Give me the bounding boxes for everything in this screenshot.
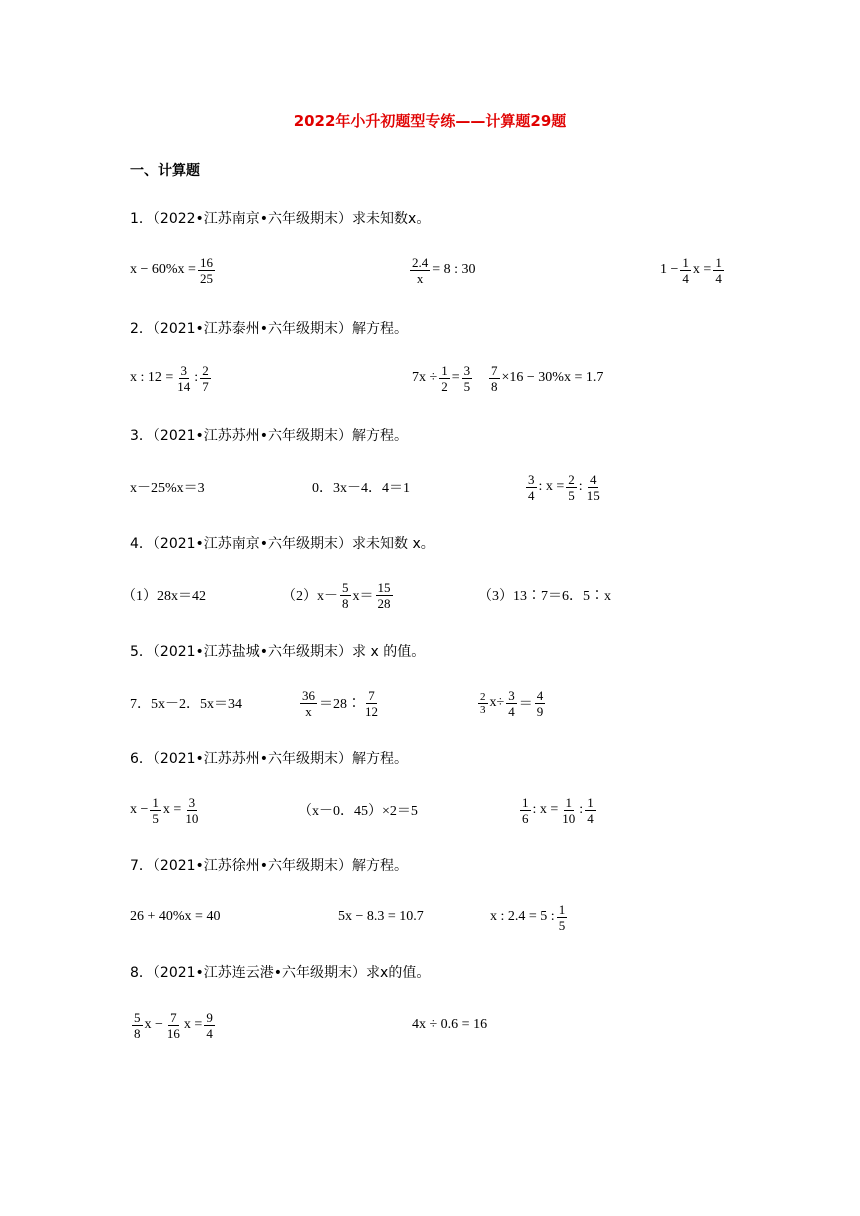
fraction: $\frac{1}{4}$ — [715, 254, 722, 286]
fraction: $\frac{2}{3}$ — [480, 690, 486, 716]
equation-text: x÷ — [489, 695, 505, 710]
section-heading: 一、计算题 — [130, 163, 200, 179]
equation-text: x＝ — [352, 589, 374, 604]
equation-text: = 8 : 30 — [432, 262, 476, 277]
fraction: $\frac{15}{28}$ — [377, 579, 391, 611]
equation-text: : — [578, 479, 583, 494]
equation-4a: （1）28x＝42 — [122, 589, 206, 604]
equation-7b: 5x − 8.3 = 10.7 — [338, 909, 424, 924]
equation-3a: x－25%x＝3 — [130, 481, 205, 496]
question-5-prompt: 5．（2021•江苏盐城•六年级期末）求 x 的值。 — [130, 644, 426, 660]
equation-text: x = — [183, 1017, 203, 1032]
equation-5c — [476, 683, 547, 723]
page-title: 2022年小升初题型专练——计算题29题 — [293, 112, 567, 130]
fraction: $\frac{3}{4}$ — [528, 471, 535, 503]
equation-6c — [518, 790, 598, 830]
equation-text: 7x ÷ — [412, 370, 438, 385]
equation-text: : x = — [538, 479, 565, 494]
fraction: $\frac{7}{16}$ — [166, 1009, 180, 1041]
equation-text: x − 60%x = — [130, 262, 196, 277]
fraction: $\frac{1}{4}$ — [587, 794, 594, 826]
fraction: $\frac{9}{4}$ — [206, 1009, 213, 1041]
equation-5a: 7．5x－2．5x＝34 — [130, 697, 242, 712]
equation-text: （2）x－ — [282, 589, 338, 604]
equation-text: x − — [144, 1017, 163, 1032]
equation-text: x : 12 = — [130, 370, 174, 385]
equation-text: x = — [162, 802, 182, 817]
equation-text: : — [579, 802, 584, 817]
fraction: $\frac{2}{5}$ — [568, 471, 575, 503]
question-6-prompt: 6．（2021•江苏苏州•六年级期末）解方程。 — [130, 751, 409, 767]
fraction: $\frac{1}{6}$ — [522, 794, 529, 826]
equation-text: ＝28∶ — [319, 697, 361, 712]
fraction: $\frac{3}{14}$ — [177, 362, 191, 394]
fraction: $\frac{1}{5}$ — [558, 901, 566, 933]
equation-4b — [282, 575, 395, 615]
equation-6a — [130, 790, 202, 830]
fraction: $\frac{2.4}{x}$ — [412, 254, 429, 286]
fraction: $\frac{7}{8}$ — [491, 362, 498, 394]
fraction: $\frac{3}{4}$ — [508, 687, 515, 719]
question-2-prompt: 2．（2021•江苏泰州•六年级期末）解方程。 — [130, 321, 409, 337]
fraction: $\frac{3}{5}$ — [463, 362, 471, 394]
equation-text: x : 2.4 = 5 : — [490, 909, 555, 924]
equation-7c — [490, 897, 569, 937]
equation-2b — [412, 358, 474, 398]
equation-text: ×16 − 30%x = 1.7 — [501, 370, 604, 385]
equation-text: : — [194, 370, 199, 385]
question-7-prompt: 7．（2021•江苏徐州•六年级期末）解方程。 — [130, 858, 409, 874]
equation-8a — [130, 1005, 217, 1045]
equation-text: : x = — [532, 802, 559, 817]
equation-3c — [524, 467, 604, 507]
equation-7a: 26 + 40%x = 40 — [130, 909, 221, 924]
fraction: $\frac{1}{5}$ — [152, 794, 159, 826]
equation-1a — [130, 250, 217, 290]
equation-1b — [408, 250, 476, 290]
fraction: $\frac{3}{10}$ — [185, 794, 199, 826]
fraction: $\frac{1}{4}$ — [682, 254, 689, 286]
fraction: $\frac{1}{2}$ — [441, 362, 448, 394]
fraction: $\frac{1}{10}$ — [562, 794, 576, 826]
equation-text: = — [451, 370, 460, 385]
fraction: $\frac{5}{8}$ — [134, 1009, 141, 1041]
equation-1c — [660, 250, 726, 290]
equation-6b: （x－0．45）×2＝5 — [298, 804, 418, 819]
question-3-prompt: 3．（2021•江苏苏州•六年级期末）解方程。 — [130, 428, 409, 444]
question-4-prompt: 4．（2021•江苏南京•六年级期末）求未知数 x。 — [130, 536, 435, 552]
equation-text: x − — [130, 802, 149, 817]
fraction: $\frac{16}{25}$ — [199, 254, 213, 286]
fraction: $\frac{4}{9}$ — [536, 687, 544, 719]
question-1-prompt: 1．（2022•江苏南京•六年级期末）求未知数x。 — [130, 211, 431, 227]
fraction: $\frac{36}{x}$ — [302, 687, 315, 719]
fraction: $\frac{2}{7}$ — [202, 362, 209, 394]
equation-text: 1 − — [660, 262, 679, 277]
equation-text: ＝ — [518, 697, 533, 712]
equation-4c: （3）13∶7＝6．5∶x — [478, 589, 611, 604]
question-8-prompt: 8．（2021•江苏连云港•六年级期末）求x的值。 — [130, 965, 431, 981]
fraction: $\frac{5}{8}$ — [342, 579, 349, 611]
fraction: $\frac{4}{15}$ — [586, 471, 600, 503]
equation-2a — [130, 358, 213, 398]
fraction: $\frac{7}{12}$ — [365, 687, 378, 719]
equation-2c — [487, 358, 603, 398]
equation-text: x = — [692, 262, 712, 277]
equation-8b: 4x ÷ 0.6 = 16 — [412, 1017, 488, 1032]
equation-3b: 0．3x－4．4＝1 — [312, 481, 410, 496]
equation-5b — [298, 683, 382, 723]
